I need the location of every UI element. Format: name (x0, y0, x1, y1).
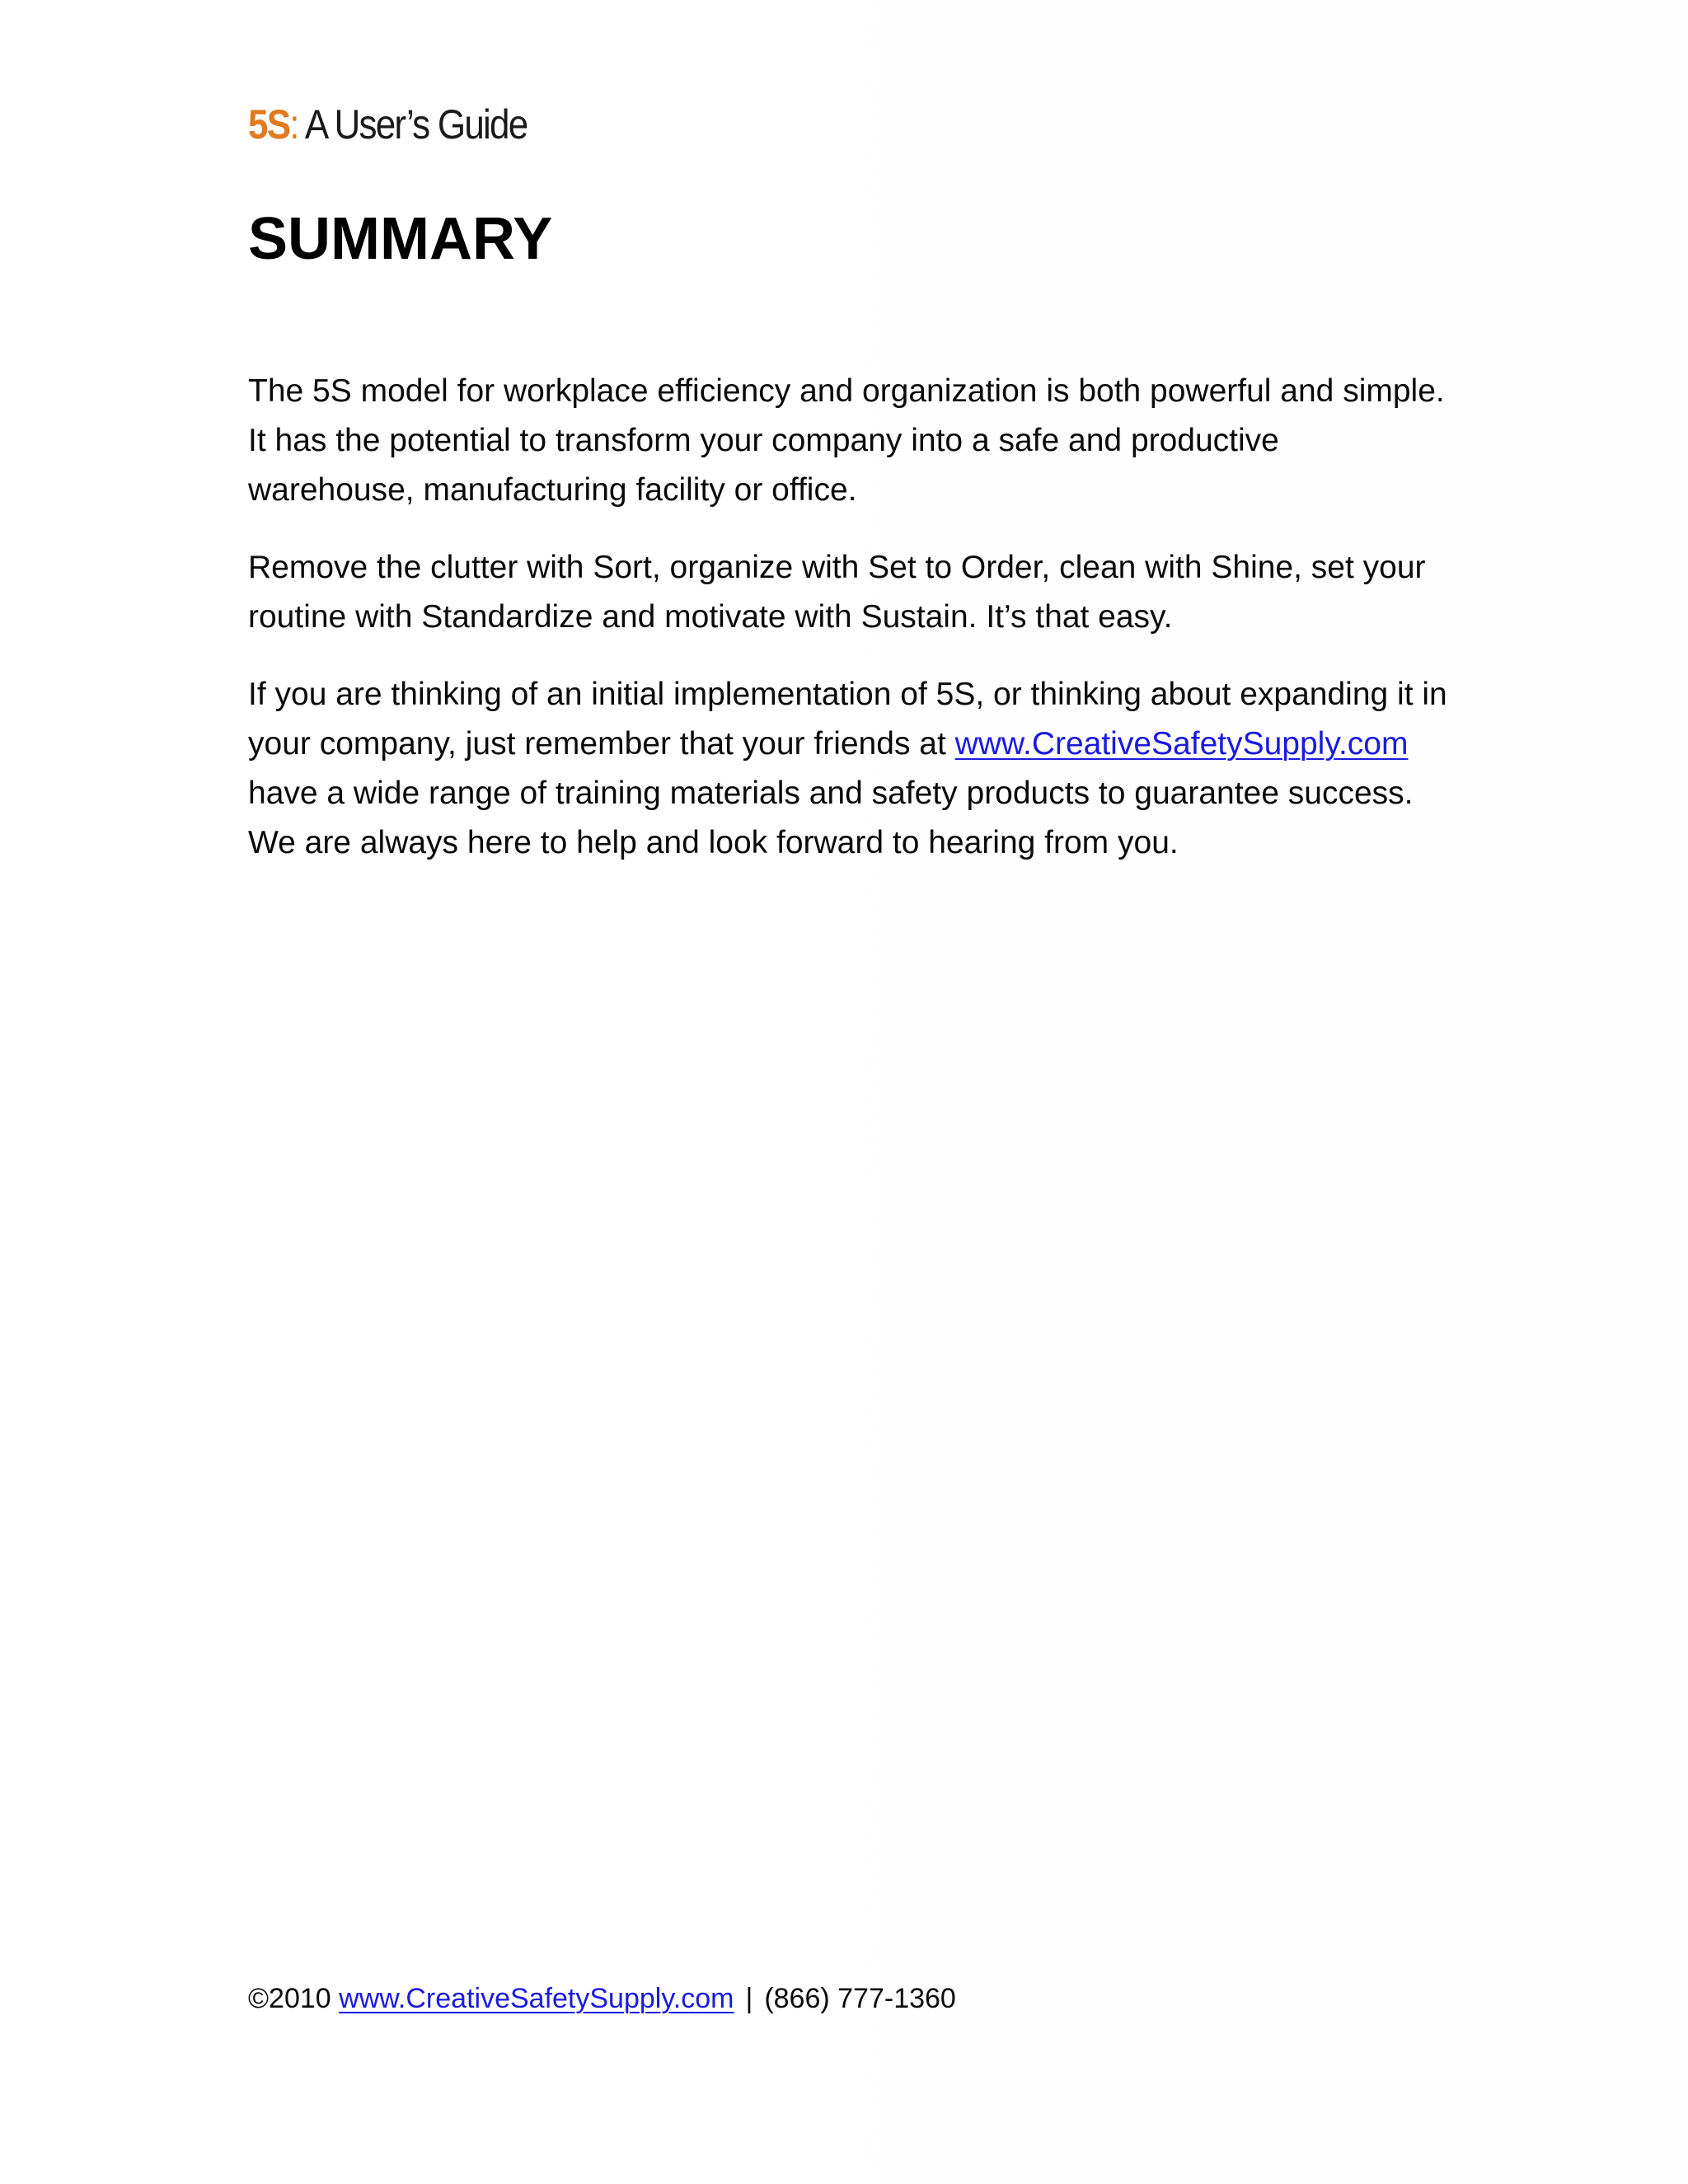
header-colon: : (289, 101, 298, 148)
paragraph-steps: Remove the clutter with Sort, organize with Set to Order, clean with Shine, set your routine with Standardize and motivate with Sustain. It’s that easy. (248, 550, 1426, 635)
footer-website-link[interactable]: www.CreativeSafetySupply.com (339, 1983, 734, 2014)
footer-phone: (866) 777-1360 (764, 1983, 956, 2014)
running-header (248, 96, 527, 153)
paragraph-intro: The 5S model for workplace efficiency and organization is both powerful and simple. It has the potential to transform your company into a safe and productive warehouse, manufacturing facility or office. (248, 373, 1445, 508)
footer-separator: | (745, 1983, 753, 2014)
paragraph-closing (248, 670, 1451, 868)
header-brand: 5S (248, 101, 290, 148)
header-subtitle: A User’s Guide (298, 101, 528, 148)
body-text (248, 367, 1451, 896)
footer-copyright: ©2010 (248, 1983, 340, 2014)
page-footer (248, 1978, 956, 2019)
paragraph-closing-text-1: If you are thinking of an initial implementation of 5S, or thinking about expanding it in your company, just remember that your friends at (248, 677, 1447, 762)
paragraph-closing-text-2: have a wide range of training materials and safety products to guarantee success. We are always here to help and look forward to hearing from you. (248, 776, 1414, 860)
website-link[interactable]: www.CreativeSafetySupply.com (954, 726, 1409, 762)
page-title: SUMMARY (248, 206, 553, 272)
